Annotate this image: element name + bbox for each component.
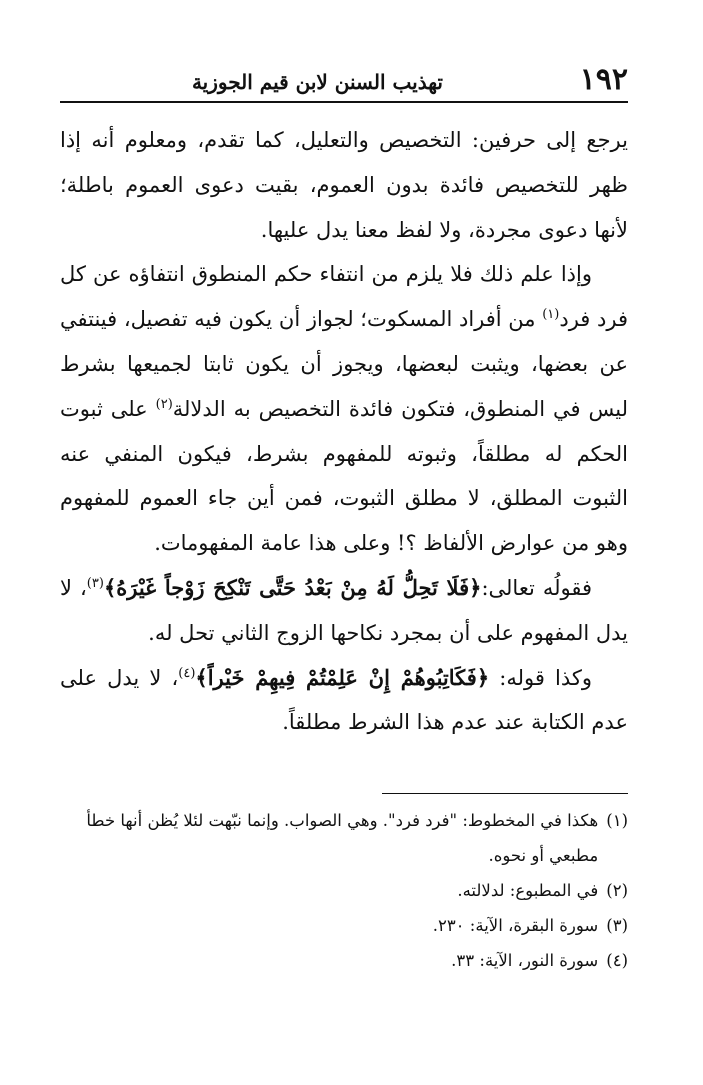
footnote-rule xyxy=(382,793,628,794)
footnotes xyxy=(60,803,628,978)
paragraph-2-text-b: من أفراد المسكوت؛ لجواز أن يكون فيه تفصيل، فينتفي عن بعضها، ويثبت لبعضها، ويجوز أن يكون ثابتا لجميعها بشرط ليس في المنطوق، فتكون فائدة التخصيص به الدلالة xyxy=(60,307,629,421)
footnote-text: سورة البقرة، الآية: ٢٣٠. xyxy=(432,916,599,935)
footnote-ref-4: (٤) xyxy=(178,665,196,681)
footnote-number: (١) xyxy=(606,811,628,830)
paragraph-2 xyxy=(60,252,628,566)
paragraph-3-text-b: ، لا يدل المفهوم على أن بمجرد نكاحها الزوج الثاني تحل له. xyxy=(60,575,628,645)
footnote-number: (٣) xyxy=(606,916,628,935)
page-number: ١٩٢ xyxy=(579,62,628,97)
paragraph-4-text-a: وكذا قوله: xyxy=(489,665,592,690)
running-title: تهذيب السنن لابن قيم الجوزية xyxy=(191,70,443,94)
quran-verse-1: ﴿فَلَا تَحِلُّ لَهُ مِنْ بَعْدُ حَتَّى تَنْكِحَ زَوْجاً غَيْرَهُ﴾ xyxy=(103,574,482,600)
paragraph-3 xyxy=(60,566,628,656)
footnote-4 xyxy=(60,943,628,978)
footnote-ref-2: (٢) xyxy=(155,396,173,412)
footnote-ref-1: (١) xyxy=(542,307,560,323)
header-rule xyxy=(60,101,628,103)
paragraph-4-text-b: ، لا يدل على عدم الكتابة عند عدم هذا الشرط مطلقاً. xyxy=(60,665,628,735)
footnote-2 xyxy=(60,873,628,908)
footnote-text: سورة النور، الآية: ٣٣. xyxy=(451,951,599,970)
paragraph-4 xyxy=(60,656,628,746)
paragraph-2-text-a: وإذا علم ذلك فلا يلزم من انتفاء حكم المنطوق انتفاؤه عن كل فرد فرد xyxy=(60,262,628,332)
footnote-number: (٢) xyxy=(606,881,628,900)
footnote-text: في المطبوع: لدلالته. xyxy=(457,881,599,900)
footnote-number: (٤) xyxy=(606,951,628,970)
page-header xyxy=(60,62,628,102)
paragraph-1-text: يرجع إلى حرفين: التخصيص والتعليل، كما تقدم، ومعلوم أنه إذا ظهر للتخصيص فائدة بدون العموم، بقيت دعوى العموم باطلة؛ لأنها دعوى مجردة، ولا لفظ معنا يدل عليها. xyxy=(60,128,628,242)
paragraph-2-text-c: على ثبوت الحكم له مطلقاً، وثبوته للمفهوم بشرط، فيكون المنفي عنه الثبوت المطلق، لا مطلق الثبوت، فمن أين جاء العموم للمفهوم وهو من عوارض الألفاظ ؟! وعلى هذا عامة المفهومات. xyxy=(60,396,628,556)
paragraph-3-text-a: فقولُه تعالى: xyxy=(481,575,592,600)
footnote-text: هكذا في المخطوط: "فرد فرد". وهي الصواب. وإنما نبّهت لئلا يُظن أنها خطأ مطبعي أو نحوه. xyxy=(86,811,599,865)
main-text xyxy=(60,118,628,745)
footnote-ref-3: (٣) xyxy=(86,575,104,591)
footnote-1 xyxy=(60,803,628,873)
quran-verse-2: ﴿فَكَاتِبُوهُمْ إِنْ عَلِمْتُمْ فِيهِمْ خَيْراً﴾ xyxy=(195,664,490,690)
paragraph-1 xyxy=(60,118,628,252)
footnote-3 xyxy=(60,908,628,943)
